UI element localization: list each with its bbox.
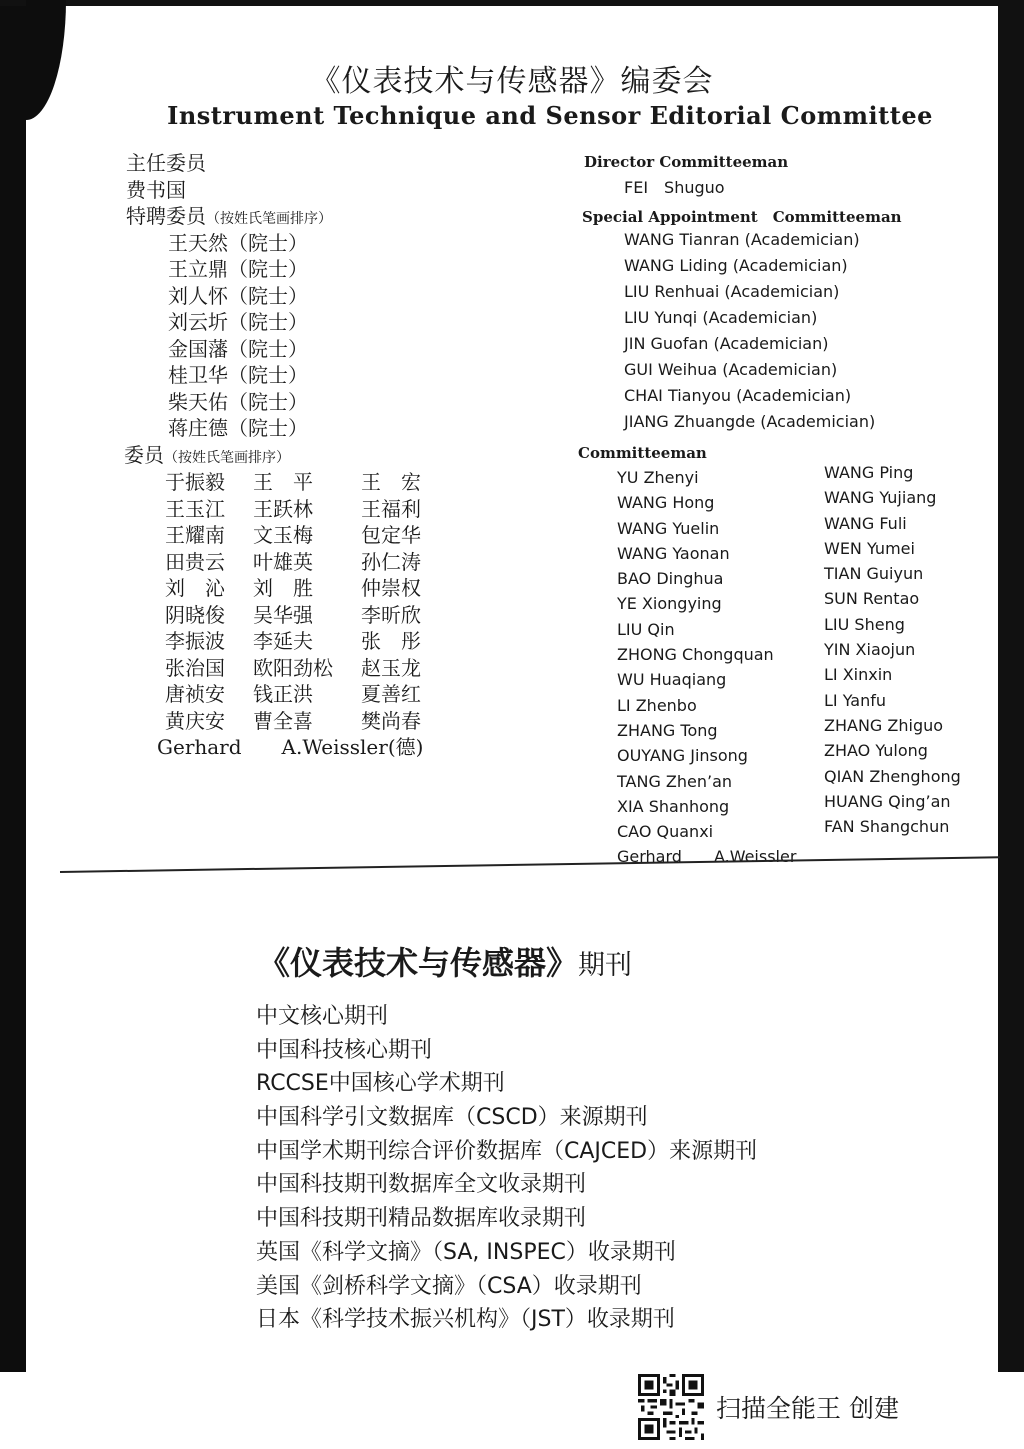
index-item: 中国科技期刊精品数据库收录期刊 bbox=[256, 1206, 587, 1232]
index-item: 中国学术期刊综合评价数据库（CAJCED）来源期刊 bbox=[256, 1138, 758, 1164]
member-cn: 李昕欣 bbox=[361, 602, 421, 627]
special-label-cn bbox=[126, 203, 332, 230]
member-cn: 包定华 bbox=[361, 523, 421, 547]
special-sort-note: （按姓氏笔画排序） bbox=[206, 211, 332, 227]
scan-edge-left bbox=[0, 0, 26, 1372]
committee-member-en: WEN Yumei bbox=[824, 538, 915, 558]
index-item: 中文核心期刊 bbox=[256, 1004, 389, 1029]
committee-member-en: LI Xinxin bbox=[824, 665, 893, 685]
committee-member-en: WANG Hong bbox=[617, 493, 715, 513]
special-member-cn: 桂卫华（院士） bbox=[168, 363, 308, 387]
member-cn: 刘 胜 bbox=[253, 576, 313, 600]
committee-member-en: ZHONG Chongquan bbox=[617, 645, 774, 665]
index-item: 美国《剑桥科学文摘》（CSA）收录期刊 bbox=[256, 1273, 642, 1299]
member-cn: 田贵云 bbox=[165, 549, 225, 574]
members-label-text: 委员 bbox=[124, 442, 164, 467]
special-member-en: JIANG Zhuangde (Academician) bbox=[624, 412, 876, 431]
committee-member-en: OUYANG Jinsong bbox=[617, 746, 748, 766]
member-cn: 王 宏 bbox=[361, 470, 421, 494]
member-cn: 于振毅 bbox=[165, 470, 225, 494]
member-cn: 李延夫 bbox=[253, 629, 313, 653]
index-item: 中国科技核心期刊 bbox=[256, 1037, 433, 1063]
member-cn: 夏善红 bbox=[361, 682, 421, 706]
member-cn: 王玉江 bbox=[165, 496, 225, 521]
committee-member-en: TIAN Guiyun bbox=[824, 564, 924, 584]
member-cn: 阴晓俊 bbox=[165, 602, 225, 627]
index-item: 中国科学引文数据库（CSCD）来源期刊 bbox=[256, 1105, 648, 1131]
qr-code-icon bbox=[638, 1374, 704, 1440]
member-cn: 钱正洪 bbox=[253, 682, 313, 706]
member-cn: 唐祯安 bbox=[165, 682, 225, 706]
committee-member-en: WANG Yuelin bbox=[617, 518, 720, 538]
journal-title-name: 《仪表技术与传感器》 bbox=[258, 944, 579, 982]
committee-member-en: WU Huaqiang bbox=[617, 670, 727, 690]
member-cn: 吴华强 bbox=[253, 602, 313, 627]
special-member-cn: 王立鼎（院士） bbox=[168, 257, 308, 281]
special-member-cn: 刘人怀（院士） bbox=[168, 283, 308, 308]
scanner-watermark-label: 扫描全能王 创建 bbox=[716, 1394, 899, 1423]
section-divider bbox=[60, 856, 1000, 873]
member-cn: 李振波 bbox=[165, 629, 225, 653]
special-member-en: WANG Tianran (Academician) bbox=[624, 230, 860, 249]
director-label-cn: 主任委员 bbox=[126, 151, 206, 175]
committee-member-en: BAO Dinghua bbox=[617, 569, 724, 589]
journal-index-list bbox=[256, 1000, 757, 1337]
committee-member-en: WANG Fuli bbox=[824, 513, 907, 533]
special-member-cn: 金国藩（院士） bbox=[168, 336, 308, 361]
committee-member-en: SUN Rentao bbox=[824, 589, 920, 609]
special-member-en: CHAI Tianyou (Academician) bbox=[624, 386, 852, 405]
member-cn: 赵玉龙 bbox=[361, 655, 421, 680]
member-cn: 孙仁涛 bbox=[361, 549, 421, 574]
committee-member-en: ZHANG Zhiguo bbox=[824, 715, 944, 735]
member-cn: 王耀南 bbox=[165, 523, 225, 547]
special-label-en: Special Appointment Committeeman bbox=[582, 208, 902, 226]
committee-label-en: Committeeman bbox=[578, 444, 707, 462]
director-name-en bbox=[624, 175, 725, 201]
committee-member-en: TANG Zhen’an bbox=[617, 771, 733, 791]
members-label-cn bbox=[124, 442, 332, 469]
committee-member-en: WANG Yujiang bbox=[824, 488, 937, 508]
committee-member-en: ZHAO Yulong bbox=[824, 741, 928, 761]
member-cn: 刘 沁 bbox=[165, 576, 225, 600]
member-cn: 樊尚春 bbox=[361, 708, 421, 733]
committee-member-en: QIAN Zhenghong bbox=[824, 766, 961, 786]
committee-member-en: CAO Quanxi bbox=[617, 822, 714, 842]
member-cn: 张 彤 bbox=[361, 629, 421, 653]
special-members-cn bbox=[126, 230, 332, 442]
member-cn: 王 平 bbox=[253, 470, 313, 494]
committee-member-en: LIU Qin bbox=[617, 619, 675, 639]
committee-member-en: LI Yanfu bbox=[824, 690, 887, 710]
committee-member-en: XIA Shanhong bbox=[617, 796, 730, 816]
member-cn: 王福利 bbox=[361, 496, 421, 521]
director-name-en-text: FEI Shuguo bbox=[624, 178, 725, 197]
member-cn: 叶雄英 bbox=[253, 549, 313, 574]
member-cn: 文玉梅 bbox=[253, 523, 313, 547]
special-members-en bbox=[624, 227, 875, 435]
journal-title-suffix: 期刊 bbox=[578, 950, 633, 981]
special-member-en: LIU Renhuai (Academician) bbox=[624, 282, 840, 301]
committee-member-en: YU Zhenyi bbox=[617, 468, 699, 487]
special-member-en: JIN Guofan (Academician) bbox=[624, 334, 829, 353]
chinese-committee-list bbox=[126, 150, 332, 468]
committee-member-en: LI Zhenbo bbox=[617, 695, 697, 715]
committee-member-en: WANG Yaonan bbox=[617, 543, 730, 563]
special-member-en: LIU Yunqi (Academician) bbox=[624, 308, 818, 327]
member-cn: 张治国 bbox=[165, 655, 225, 680]
committee-member-en: YE Xiongying bbox=[617, 594, 722, 614]
member-cn-foreign: Gerhard A.Weissler(德) bbox=[157, 735, 424, 759]
committee-member-en: LIU Sheng bbox=[824, 614, 905, 634]
committee-member-en: Gerhard A.Weissler bbox=[617, 847, 797, 867]
committee-col1-en bbox=[617, 465, 796, 870]
special-member-en: WANG Liding (Academician) bbox=[624, 256, 848, 275]
special-label-text: 特聘委员 bbox=[126, 204, 206, 228]
special-member-cn: 柴天佑（院士） bbox=[168, 389, 308, 414]
page-title-chinese: 《仪表技术与传感器》编委会 bbox=[310, 64, 714, 99]
committee-member-en: HUANG Qing’an bbox=[824, 791, 951, 811]
special-member-en: GUI Weihua (Academician) bbox=[624, 360, 838, 379]
special-member-cn: 刘云圻（院士） bbox=[168, 310, 308, 334]
member-cn: 王跃林 bbox=[253, 496, 313, 521]
index-item: 中国科技期刊数据库全文收录期刊 bbox=[256, 1172, 587, 1198]
special-member-cn: 王天然（院士） bbox=[168, 230, 308, 255]
committee-member-en: WANG Ping bbox=[824, 463, 914, 482]
special-member-cn: 蒋庄德（院士） bbox=[168, 416, 308, 440]
scan-edge-right bbox=[998, 0, 1024, 1372]
members-sort-note: （按姓氏笔画排序） bbox=[164, 449, 290, 466]
committee-member-en: YIN Xiaojun bbox=[824, 640, 916, 660]
director-name-cn: 费书国 bbox=[126, 177, 186, 202]
committee-member-en: ZHANG Tong bbox=[617, 720, 718, 740]
member-cn: 曹全喜 bbox=[253, 708, 313, 733]
members-grid-cn bbox=[157, 469, 424, 761]
index-item: 英国《科学文摘》（SA, INSPEC）收录期刊 bbox=[256, 1239, 676, 1265]
member-cn: 欧阳劲松 bbox=[253, 655, 333, 680]
page-title-english: Instrument Technique and Sensor Editorial Committee bbox=[167, 101, 933, 130]
journal-title bbox=[258, 938, 632, 984]
director-label-en: Director Committeeman bbox=[584, 153, 789, 171]
index-item: RCCSE中国核心学术期刊 bbox=[256, 1071, 505, 1097]
scan-edge-top bbox=[0, 0, 1024, 6]
index-item: 日本《科学技术振兴机构》（JST）收录期刊 bbox=[256, 1307, 675, 1333]
member-cn: 黄庆安 bbox=[165, 708, 225, 733]
committee-col2-en bbox=[824, 460, 961, 839]
member-cn: 仲崇权 bbox=[361, 576, 421, 600]
committee-member-en: FAN Shangchun bbox=[824, 817, 950, 837]
